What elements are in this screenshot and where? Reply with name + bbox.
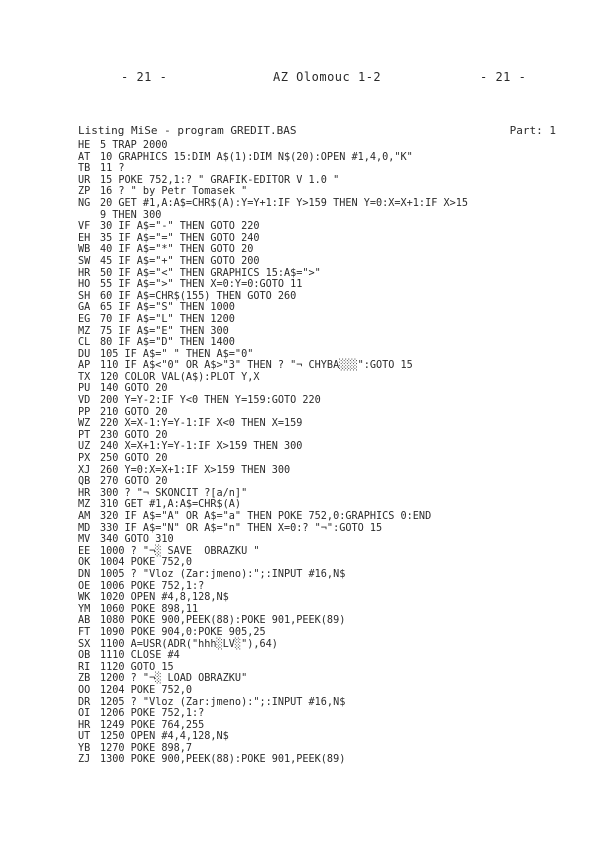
- basic-statement: 105 IF A$=" " THEN A$="0": [100, 348, 254, 360]
- checksum-code: HE: [78, 140, 91, 151]
- basic-statement: 230 GOTO 20: [100, 429, 168, 441]
- checksum-code: WB: [78, 244, 91, 256]
- checksum-code: CL: [78, 337, 91, 349]
- checksum-code: EH: [78, 232, 91, 244]
- checksum-code: OI: [78, 708, 91, 720]
- basic-statement: 11 ?: [100, 163, 125, 175]
- checksum-code: UT: [78, 731, 91, 743]
- checksum-code: TX: [78, 371, 91, 383]
- basic-statement: 10 GRAPHICS 15:DIM A$(1):DIM N$(20):OPEN #1,4,0,"K": [100, 151, 413, 163]
- basic-statement: 140 GOTO 20: [100, 383, 168, 395]
- basic-statement: 110 IF A$<"0" OR A$>"3" THEN ? "¬ CHYBA░░░":GOTO 15: [100, 360, 413, 372]
- basic-statement: 120 COLOR VAL(A$):PLOT Y,X: [100, 371, 260, 383]
- listing-line: [78, 685, 558, 697]
- checksum-code: AT: [78, 151, 91, 163]
- listing-line: [78, 720, 558, 732]
- listing-line: [78, 697, 558, 709]
- checksum-code: RI: [78, 661, 91, 673]
- listing-line: [78, 175, 558, 187]
- checksum-code: UR: [78, 174, 91, 186]
- basic-statement: 1249 POKE 764,255: [100, 719, 205, 731]
- checksum-code: GA: [78, 302, 91, 314]
- listing-line: [78, 198, 558, 210]
- checksum-code: WZ: [78, 418, 91, 430]
- listing-line: [78, 557, 558, 569]
- part-label: Part: 1: [509, 124, 556, 137]
- basic-statement: 30 IF A$="-" THEN GOTO 220: [100, 221, 260, 233]
- listing-line: [78, 372, 558, 384]
- checksum-code: AB: [78, 615, 91, 627]
- listing-line: [78, 337, 558, 349]
- listing-line: [78, 569, 558, 581]
- listing-line: [78, 360, 558, 372]
- basic-statement: 1120 GOTO 15: [100, 661, 174, 673]
- listing-line: [78, 302, 558, 314]
- checksum-code: AM: [78, 511, 91, 522]
- basic-statement: 300 ? "¬ SKONCIT ?[a/n]": [100, 487, 248, 499]
- listing-line: [78, 465, 558, 477]
- listing-line: [78, 233, 558, 245]
- listing-line: [78, 407, 558, 419]
- basic-statement: 1080 POKE 900,PEEK(88):POKE 901,PEEK(89): [100, 615, 346, 627]
- basic-statement: 1300 POKE 900,PEEK(88):POKE 901,PEEK(89): [100, 754, 346, 766]
- basic-statement: 1204 POKE 752,0: [100, 684, 193, 696]
- checksum-code: TB: [78, 163, 91, 175]
- checksum-code: FT: [78, 626, 91, 638]
- checksum-code: HO: [78, 279, 91, 291]
- listing-title: Listing MiSe - program GREDIT.BAS: [78, 124, 297, 137]
- basic-statement: 1250 OPEN #4,4,128,N$: [100, 731, 229, 743]
- checksum-code: MV: [78, 534, 91, 546]
- listing-line: [78, 754, 558, 766]
- basic-statement: 260 Y=0:X=X+1:IF X>159 THEN 300: [100, 464, 291, 476]
- listing-line: [78, 314, 558, 326]
- listing-line: [78, 708, 558, 720]
- basic-statement: 75 IF A$="E" THEN 300: [100, 325, 229, 337]
- basic-statement: 35 IF A$="=" THEN GOTO 240: [100, 232, 260, 244]
- basic-statement: 310 GET #1,A:A$=CHR$(A): [100, 499, 242, 511]
- basic-statement: 65 IF A$="S" THEN 1000: [100, 302, 235, 314]
- checksum-code: YM: [78, 603, 91, 615]
- listing-line: [78, 140, 558, 152]
- checksum-code: EG: [78, 313, 91, 325]
- checksum-code: VD: [78, 395, 91, 407]
- listing-line: [78, 152, 558, 164]
- listing-line: [78, 453, 558, 465]
- basic-statement: 1206 POKE 752,1:?: [100, 708, 205, 720]
- checksum-code: OB: [78, 650, 91, 662]
- listing-line: [78, 268, 558, 280]
- listing-line: [78, 639, 558, 651]
- checksum-code: SW: [78, 255, 91, 267]
- basic-statement: 210 GOTO 20: [100, 406, 168, 418]
- checksum-code: WK: [78, 592, 91, 604]
- checksum-code: QB: [78, 476, 91, 488]
- checksum-code: OE: [78, 580, 91, 592]
- basic-statement: 1270 POKE 898,7: [100, 742, 193, 754]
- checksum-code: ZP: [78, 186, 91, 198]
- page-number-right: - 21 -: [480, 70, 527, 84]
- basic-statement: 1020 OPEN #4,8,128,N$: [100, 592, 229, 604]
- listing-line: [78, 743, 558, 755]
- checksum-code: EE: [78, 545, 91, 557]
- listing-line: [78, 441, 558, 453]
- basic-statement: 1006 POKE 752,1:?: [100, 580, 205, 592]
- listing-line: [78, 523, 558, 535]
- basic-statement: 320 IF A$="A" OR A$="a" THEN POKE 752,0:GRAPHICS 0:END: [100, 511, 432, 522]
- checksum-code: OO: [78, 684, 91, 696]
- checksum-code: DR: [78, 696, 91, 708]
- document-title: AZ Olomouc 1-2: [273, 70, 382, 84]
- checksum-code: MZ: [78, 325, 91, 337]
- checksum-code: HR: [78, 487, 91, 499]
- basic-statement: 1004 POKE 752,0: [100, 557, 193, 569]
- basic-statement: 1110 CLOSE #4: [100, 650, 180, 662]
- listing-line: [78, 186, 558, 198]
- basic-statement: 1205 ? "Vloz (Zar:jmeno):";:INPUT #16,N$: [100, 696, 346, 708]
- basic-statement: 9 THEN 300: [100, 209, 162, 221]
- listing-line: [78, 163, 558, 175]
- checksum-code: NG: [78, 197, 91, 209]
- basic-statement: 200 Y=Y-2:IF Y<0 THEN Y=159:GOTO 220: [100, 395, 321, 407]
- basic-statement: 220 X=X-1:Y=Y-1:IF X<0 THEN X=159: [100, 418, 303, 430]
- listing-line: [78, 395, 558, 407]
- checksum-code: HR: [78, 719, 91, 731]
- basic-statement: 250 GOTO 20: [100, 453, 168, 465]
- listing-line: [78, 476, 558, 488]
- checksum-code: VF: [78, 221, 91, 233]
- basic-statement: 270 GOTO 20: [100, 476, 168, 488]
- checksum-code: OK: [78, 557, 91, 569]
- checksum-code: PP: [78, 406, 91, 418]
- program-listing: [78, 140, 558, 766]
- checksum-code: DN: [78, 568, 91, 580]
- listing-line: [78, 244, 558, 256]
- checksum-code: PU: [78, 383, 91, 395]
- basic-statement: 50 IF A$="<" THEN GRAPHICS 15:A$=">": [100, 267, 321, 279]
- basic-statement: 20 GET #1,A:A$=CHR$(A):Y=Y+1:IF Y>159 THEN Y=0:X=X+1:IF X>15: [100, 197, 469, 209]
- checksum-code: ZB: [78, 673, 91, 685]
- checksum-code: AP: [78, 360, 91, 372]
- checksum-code: DU: [78, 348, 91, 360]
- basic-statement: 45 IF A$="+" THEN GOTO 200: [100, 255, 260, 267]
- basic-statement: 1200 ? "¬░ LOAD OBRAZKU": [100, 673, 248, 685]
- checksum-code: HR: [78, 267, 91, 279]
- listing-line: [78, 488, 558, 500]
- listing-line: [78, 615, 558, 627]
- listing-line: [78, 673, 558, 685]
- basic-statement: 330 IF A$="N" OR A$="n" THEN X=0:? "¬":GOTO 15: [100, 522, 383, 534]
- page-number-left: - 21 -: [121, 70, 168, 84]
- basic-statement: 240 X=X+1:Y=Y-1:IF X>159 THEN 300: [100, 441, 303, 453]
- checksum-code: PX: [78, 453, 91, 465]
- listing-line: [78, 210, 558, 222]
- checksum-code: SX: [78, 638, 91, 650]
- listing-line: [78, 256, 558, 268]
- listing-line: [78, 383, 558, 395]
- listing-line: [78, 326, 558, 338]
- checksum-code: UZ: [78, 441, 91, 453]
- basic-statement: 70 IF A$="L" THEN 1200: [100, 313, 235, 325]
- listing-line: [78, 731, 558, 743]
- listing-line: [78, 511, 558, 523]
- checksum-code: MD: [78, 522, 91, 534]
- listing-line: [78, 662, 558, 674]
- listing-line: [78, 604, 558, 616]
- basic-statement: 340 GOTO 310: [100, 534, 174, 546]
- listing-line: [78, 627, 558, 639]
- listing-line: [78, 534, 558, 546]
- basic-statement: 80 IF A$="D" THEN 1400: [100, 337, 235, 349]
- listing-header: [78, 124, 556, 137]
- listing-line: [78, 221, 558, 233]
- basic-statement: 1090 POKE 904,0:POKE 905,25: [100, 626, 266, 638]
- listing-line: [78, 650, 558, 662]
- listing-line: [78, 581, 558, 593]
- basic-statement: 1000 ? "¬░ SAVE OBRAZKU ": [100, 545, 260, 557]
- basic-statement: 55 IF A$=">" THEN X=0:Y=0:GOTO 11: [100, 279, 303, 291]
- checksum-code: ZJ: [78, 754, 91, 766]
- basic-statement: 5 TRAP 2000: [100, 140, 168, 151]
- basic-statement: 40 IF A$="*" THEN GOTO 20: [100, 244, 254, 256]
- basic-statement: 1005 ? "Vloz (Zar:jmeno):";:INPUT #16,N$: [100, 568, 346, 580]
- basic-statement: 60 IF A$=CHR$(155) THEN GOTO 260: [100, 290, 297, 302]
- checksum-code: XJ: [78, 464, 91, 476]
- checksum-code: MZ: [78, 499, 91, 511]
- checksum-code: SH: [78, 290, 91, 302]
- listing-line: [78, 592, 558, 604]
- listing-line: [78, 430, 558, 442]
- basic-statement: 1100 A=USR(ADR("hhh░LV░"),64): [100, 638, 278, 650]
- listing-line: [78, 418, 558, 430]
- listing-line: [78, 291, 558, 303]
- basic-statement: 1060 POKE 898,11: [100, 603, 199, 615]
- checksum-code: PT: [78, 429, 91, 441]
- listing-line: [78, 279, 558, 291]
- basic-statement: 15 POKE 752,1:? " GRAFIK-EDITOR V 1.0 ": [100, 174, 340, 186]
- basic-statement: 16 ? " by Petr Tomasek ": [100, 186, 248, 198]
- listing-line: [78, 349, 558, 361]
- listing-line: [78, 546, 558, 558]
- checksum-code: YB: [78, 742, 91, 754]
- listing-line: [78, 499, 558, 511]
